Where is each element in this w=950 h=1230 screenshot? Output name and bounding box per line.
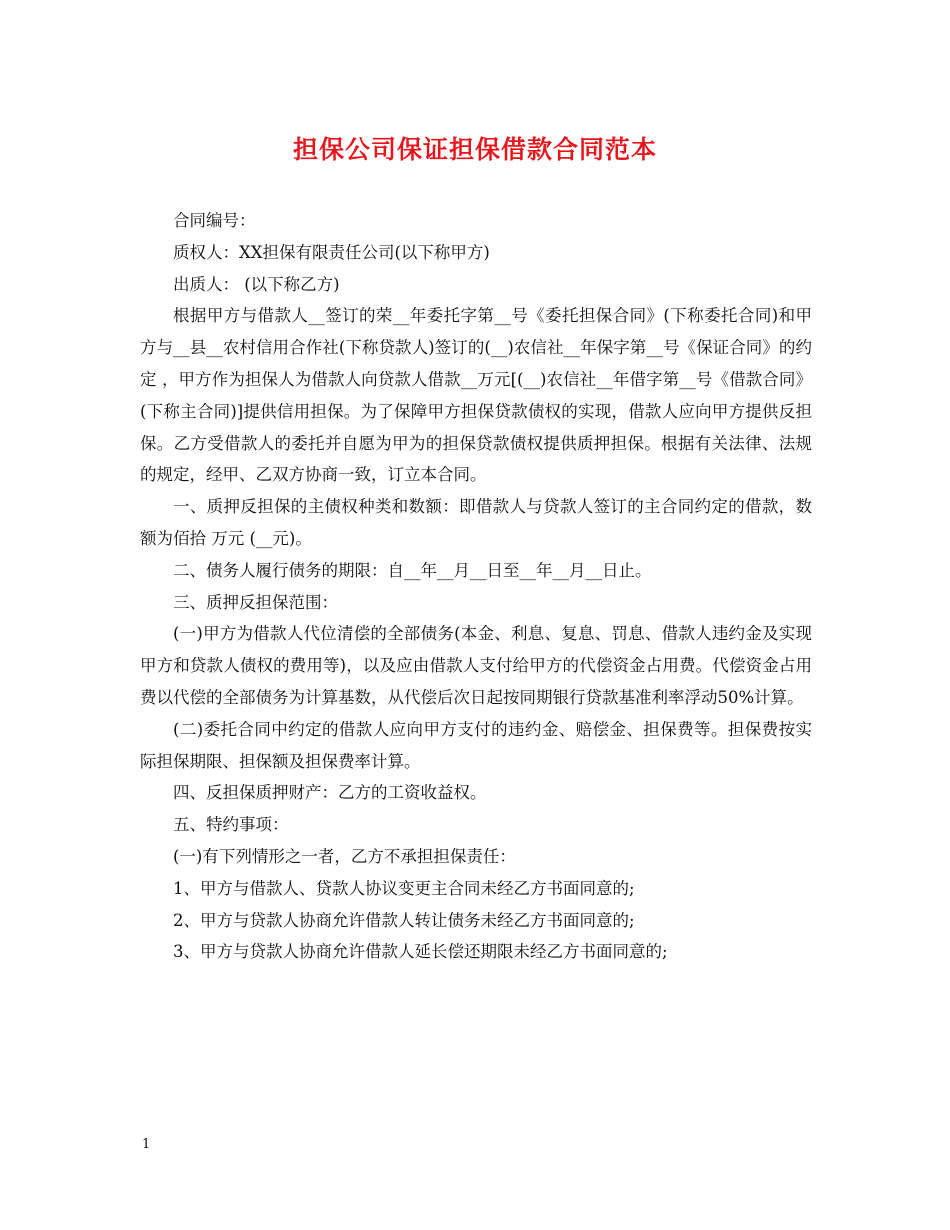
clause-5-subitem-1: 1、甲方与借款人、贷款人协议变更主合同未经乙方书面同意的; <box>173 878 635 898</box>
document-title: 担保公司保证担保借款合同范本 <box>292 135 657 164</box>
clause-3-item-1: (一)甲方为借款人代位清偿的全部债务(本金、利息、复息、罚息、借款人违约金及实现甲方和贷款人债权的费用等)，以及应由借款人支付给甲方的代偿资金占用费。代偿资金占用费以代偿的全部债务为计算基数，从代偿后次日起按同期银行贷款基准利率浮动50%计算。 <box>140 624 812 707</box>
pledgee-line: 质权人：XX担保有限责任公司(以下称甲方) <box>173 242 490 262</box>
document-body <box>140 205 812 968</box>
page-number: 1 <box>142 1137 151 1152</box>
preamble-paragraph: 根据甲方与借款人__签订的荣__年委托字第__号《委托担保合同》(下称委托合同)和甲方与__县__农村信用合作社(下称贷款人)签订的(__)农信社__年保字第__号《保证合同》的约定 ，甲方作为担保人为借款人向贷款人借款__万元[(__)农信社__年借字第__号《借款合同》(下称主合同)]提供信用担保。为了保障甲方担保贷款债权的实现，借款人应向甲方提供反担保。乙方受借款人的委托并自愿为甲为的担保贷款债权提供质押担保。根据有关法律、法规的规定，经甲、乙双方协商一致，订立本合同。 <box>140 306 812 485</box>
clause-5-item-1: (一)有下列情形之一者，乙方不承担担保责任： <box>173 846 516 866</box>
clause-3-heading: 三、质押反担保范围： <box>173 592 338 612</box>
pledgor-line: 出质人： (以下称乙方) <box>173 274 340 294</box>
clause-5-subitem-2: 2、甲方与贷款人协商允许借款人转让债务未经乙方书面同意的; <box>173 910 635 930</box>
contract-number-line: 合同编号： <box>173 211 256 230</box>
clause-5-subitem-3: 3、甲方与贷款人协商允许借款人延长偿还期限未经乙方书面同意的; <box>173 942 668 962</box>
clause-1-paragraph: 一、质押反担保的主债权种类和数额：即借款人与贷款人签订的主合同约定的借款，数额为佰拾 万元 (__元)。 <box>140 497 812 548</box>
clause-5-heading: 五、特约事项： <box>173 815 289 835</box>
clause-2-paragraph: 二、债务人履行债务的期限：自__年__月__日至__年__月__日止。 <box>173 560 652 580</box>
clause-4-paragraph: 四、反担保质押财产：乙方的工资收益权。 <box>173 783 487 803</box>
clause-3-item-2: (二)委托合同中约定的借款人应向甲方支付的违约金、赔偿金、担保费等。担保费按实际担保期限、担保额及担保费率计算。 <box>140 719 812 771</box>
